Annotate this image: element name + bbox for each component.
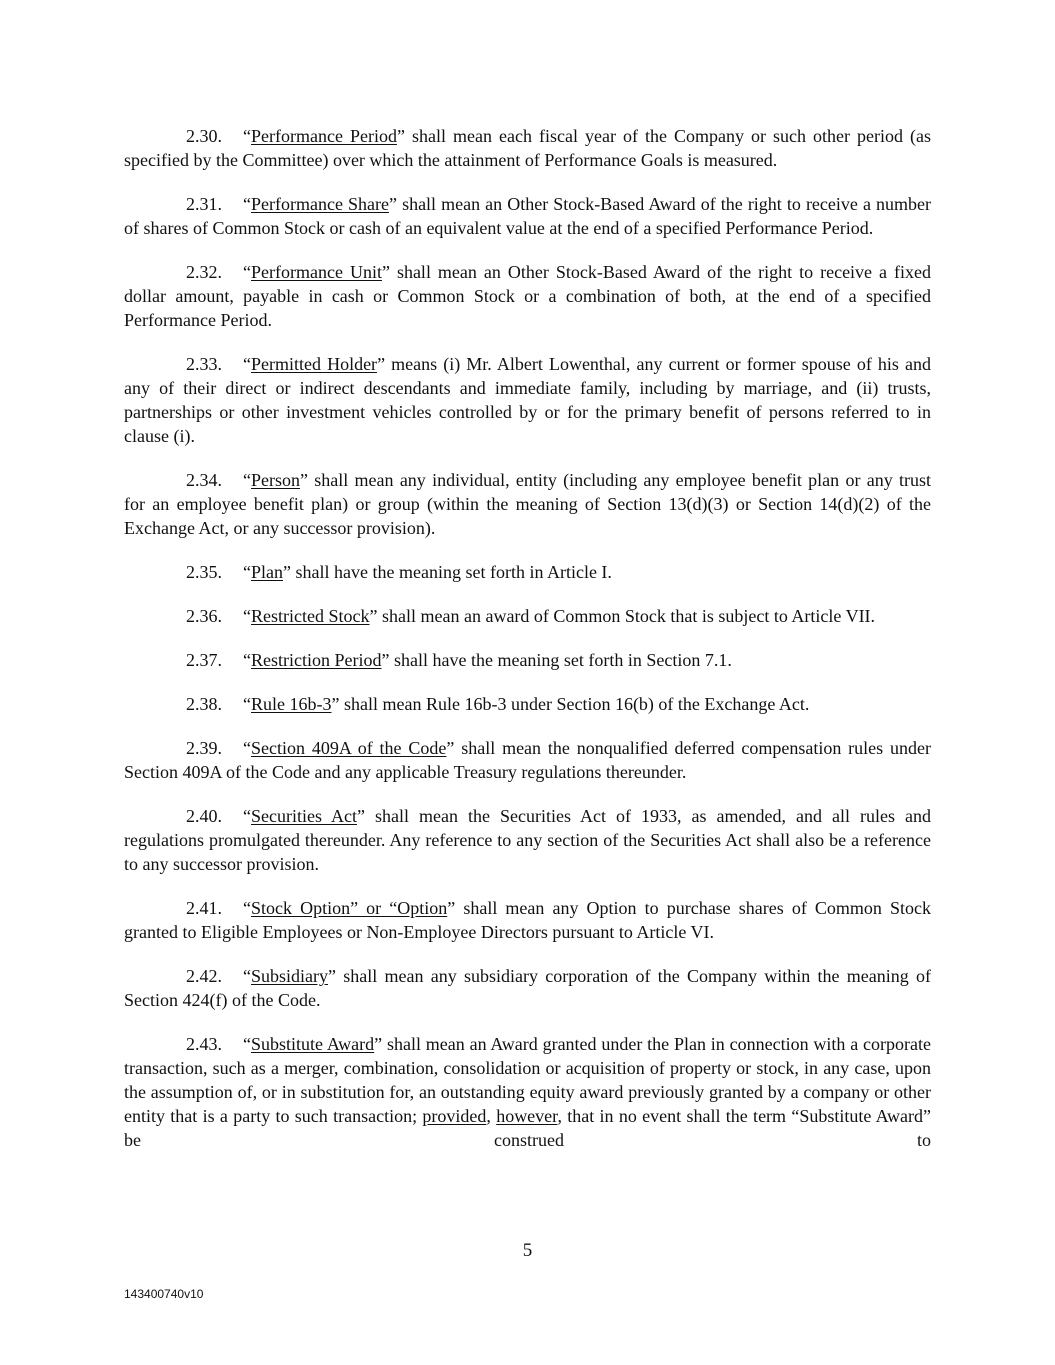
separator-comma: , [486,1106,497,1126]
close-quote: ” [374,1034,383,1054]
close-quote: ” [377,354,386,374]
document-id: 143400740v10 [124,1287,204,1301]
defined-term: Performance Period [251,126,397,146]
section-number: 2.38. [186,694,222,714]
open-quote: “ [243,806,251,826]
definition-2-33 [124,352,931,448]
open-quote: “ [243,354,251,374]
section-number: 2.34. [186,470,222,490]
definition-text: shall mean Rule 16b-3 under Section 16(b) of the Exchange Act. [339,694,810,714]
defined-term: Section 409A of the Code [251,738,447,758]
definition-2-38 [124,692,931,716]
defined-term: Performance Unit [251,262,382,282]
definition-2-40 [124,804,931,876]
open-quote: “ [243,562,251,582]
definition-2-30 [124,124,931,172]
definition-2-36 [124,604,931,628]
section-number: 2.39. [186,738,222,758]
section-number: 2.40. [186,806,222,826]
close-quote: ” [396,126,405,146]
section-number: 2.36. [186,606,222,626]
defined-term: Permitted Holder [251,354,378,374]
definition-2-43 [124,1032,931,1152]
defined-term: Person [251,470,300,490]
open-quote: “ [243,898,251,918]
defined-term: Substitute Award [251,1034,375,1054]
definition-2-42 [124,964,931,1012]
document-body [124,124,931,1172]
defined-term: Securities Act [251,806,357,826]
close-quote: ” [357,806,365,826]
definition-text: shall mean each fiscal year of the Company or such other period (as specified by the Committee) over which the attainment of Performance Goals is measured. [124,126,931,170]
close-quote: ” [300,470,308,490]
definition-2-39 [124,736,931,784]
defined-term: Restricted Stock [251,606,370,626]
open-quote: “ [243,262,251,282]
open-quote: “ [243,694,251,714]
page-number: 5 [522,1240,533,1261]
open-quote: “ [243,650,251,670]
definition-text: shall mean an Other Stock-Based Award of the right to receive a number of shares of Common Stock or cash of an equivalent value at the end of a specified Performance Period. [124,194,931,238]
definition-text: shall mean an award of Common Stock that is subject to Article VII. [377,606,876,626]
section-number: 2.32. [186,262,222,282]
section-number: 2.30. [186,126,222,146]
section-number: 2.42. [186,966,222,986]
definition-text-continued: , that in no event shall the term “Substitute Award” be construed to [124,1106,931,1150]
close-quote: ” [283,562,292,582]
open-quote: “ [243,1034,251,1054]
definition-2-31 [124,192,931,240]
open-quote: “ [243,606,251,626]
section-number: 2.41. [186,898,222,918]
open-quote: “ [243,738,251,758]
section-number: 2.43. [186,1034,222,1054]
definition-2-41 [124,896,931,944]
defined-term: Plan [251,562,284,582]
section-number: 2.35. [186,562,222,582]
open-quote: “ [243,470,251,490]
section-number: 2.31. [186,194,222,214]
defined-term: Subsidiary [251,966,329,986]
close-quote: ” [389,194,397,214]
definition-2-34 [124,468,931,540]
defined-term: Rule 16b-3 [251,694,332,714]
definition-text: shall have the meaning set forth in Section 7.1. [389,650,732,670]
close-quote: ” [447,898,456,918]
definition-text: shall mean an Other Stock-Based Award of the right to receive a fixed dollar amount, payable in cash or Common Stock or a combination of both, at the end of a specified Performance Period. [124,262,931,330]
definition-text: shall have the meaning set forth in Article I. [291,562,612,582]
open-quote: “ [243,194,251,214]
close-quote: ” [381,650,390,670]
close-quote: ” [369,606,378,626]
close-quote: ” [446,738,455,758]
section-number: 2.33. [186,354,222,374]
definition-2-35 [124,560,931,584]
defined-term: Restriction Period [251,650,382,670]
close-quote: ” [381,262,390,282]
defined-term: Stock Option” or “Option [251,898,448,918]
provided-term: provided [422,1106,487,1126]
section-number: 2.37. [186,650,222,670]
close-quote: ” [328,966,337,986]
close-quote: ” [331,694,340,714]
however-term: however [496,1106,558,1126]
definition-text: shall mean the nonqualified deferred compensation rules under Section 409A of the Code and any applicable Treasury regulations thereunder. [124,738,931,782]
definition-2-37 [124,648,931,672]
definition-text: shall mean the Securities Act of 1933, as amended, and all rules and regulations promulgated thereunder. Any reference to any section of the Securities Act shall also be a reference to any successor provision. [124,806,932,874]
definition-text: means (i) Mr. Albert Lowenthal, any current or former spouse of his and any of their direct or indirect descendants and immediate family, including by marriage, and (ii) trusts, partnerships or other investment vehicles controlled by or for the primary benefit of persons referred to in clause (i). [124,354,931,446]
definition-text: shall mean an Award granted under the Plan in connection with a corporate transaction, such as a merger, combination, consolidation or acquisition of property or stock, in any case, upon the assumption of, or in substitution for, an outstanding equity award previously granted by a company or other entity that is a party to such transaction; [124,1034,931,1126]
definition-2-32 [124,260,931,332]
definition-text: shall mean any individual, entity (including any employee benefit plan or any trust for an employee benefit plan) or group (within the meaning of Section 13(d)(3) or Section 14(d)(2) of the Exchange Act, or any successor provision). [124,470,931,538]
definition-text: shall mean any Option to purchase shares of Common Stock granted to Eligible Employees or Non-Employee Directors pursuant to Article VI. [124,898,931,942]
defined-term: Performance Share [251,194,389,214]
open-quote: “ [243,966,251,986]
open-quote: “ [243,126,251,146]
definition-text: shall mean any subsidiary corporation of the Company within the meaning of Section 424(f) of the Code. [124,966,931,1010]
